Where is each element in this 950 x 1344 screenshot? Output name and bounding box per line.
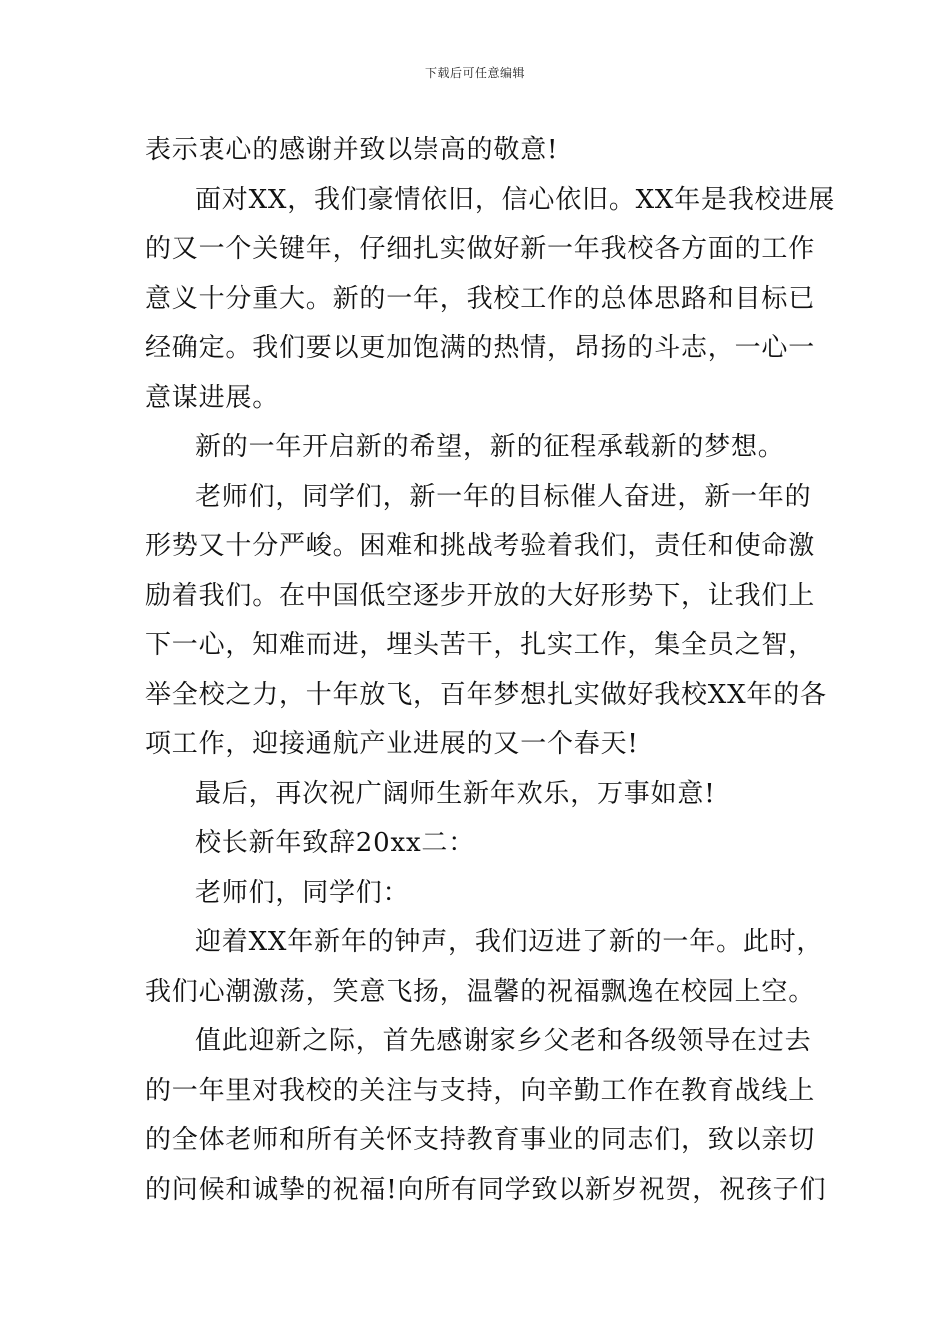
text-line: 意义十分重大。新的一年，我校工作的总体思路和目标已 bbox=[145, 283, 816, 314]
text-line: 举全校之力，十年放飞，百年梦想扎实做好我校XX年的各 bbox=[145, 679, 827, 710]
paragraph-start-line: 迎着XX年新年的钟声，我们迈进了新的一年。此时， bbox=[195, 927, 824, 957]
text-line: 的全体老师和所有关怀支持教育事业的同志们，致以亲切 bbox=[145, 1125, 816, 1155]
paragraph-start-line: 老师们，同学们，新一年的目标催人奋进，新一年的 bbox=[195, 481, 812, 512]
page-header-note: 下载后可任意编辑 bbox=[424, 66, 525, 80]
text-line: 的又一个关键年，仔细扎实做好新一年我校各方面的工作 bbox=[145, 234, 816, 264]
section-heading: 校长新年致辞20xx二： bbox=[195, 828, 476, 858]
text-line: 下一心，知难而进，埋头苦干，扎实工作，集全员之智， bbox=[145, 630, 816, 660]
text-line: 励着我们。在中国低空逐步开放的大好形势下，让我们上 bbox=[145, 580, 816, 611]
paragraph-start-line: 新的一年开启新的希望，新的征程承载新的梦想。 bbox=[195, 432, 785, 462]
text-line: 表示衷心的感谢并致以崇高的敬意! bbox=[145, 135, 559, 165]
document-body bbox=[145, 126, 836, 1215]
text-line: 的问候和诚挚的祝福!向所有同学致以新岁祝贺，祝孩子们 bbox=[145, 1174, 827, 1205]
paragraph-start-line: 值此迎新之际，首先感谢家乡父老和各级领导在过去 bbox=[195, 1026, 812, 1056]
paragraph-start-line: 最后，再次祝广阔师生新年欢乐，万事如意! bbox=[195, 778, 716, 809]
salutation-line: 老师们，同学们： bbox=[195, 877, 410, 908]
text-line: 意谋进展。 bbox=[145, 382, 280, 413]
text-line: 我们心潮激荡，笑意飞扬，温馨的祝福飘逸在校园上空。 bbox=[145, 976, 816, 1007]
text-line: 形势又十分严峻。困难和挑战考验着我们，责任和使命激 bbox=[145, 531, 816, 561]
text-line: 的一年里对我校的关注与支持，向辛勤工作在教育战线上 bbox=[145, 1075, 816, 1106]
text-line: 经确定。我们要以更加饱满的热情，昂扬的斗志，一心一 bbox=[145, 333, 816, 363]
paragraph-start-line: 面对XX，我们豪情依旧，信心依旧。XX年是我校进展 bbox=[195, 184, 836, 215]
text-line: 项工作，迎接通航产业进展的又一个春天! bbox=[145, 729, 639, 759]
